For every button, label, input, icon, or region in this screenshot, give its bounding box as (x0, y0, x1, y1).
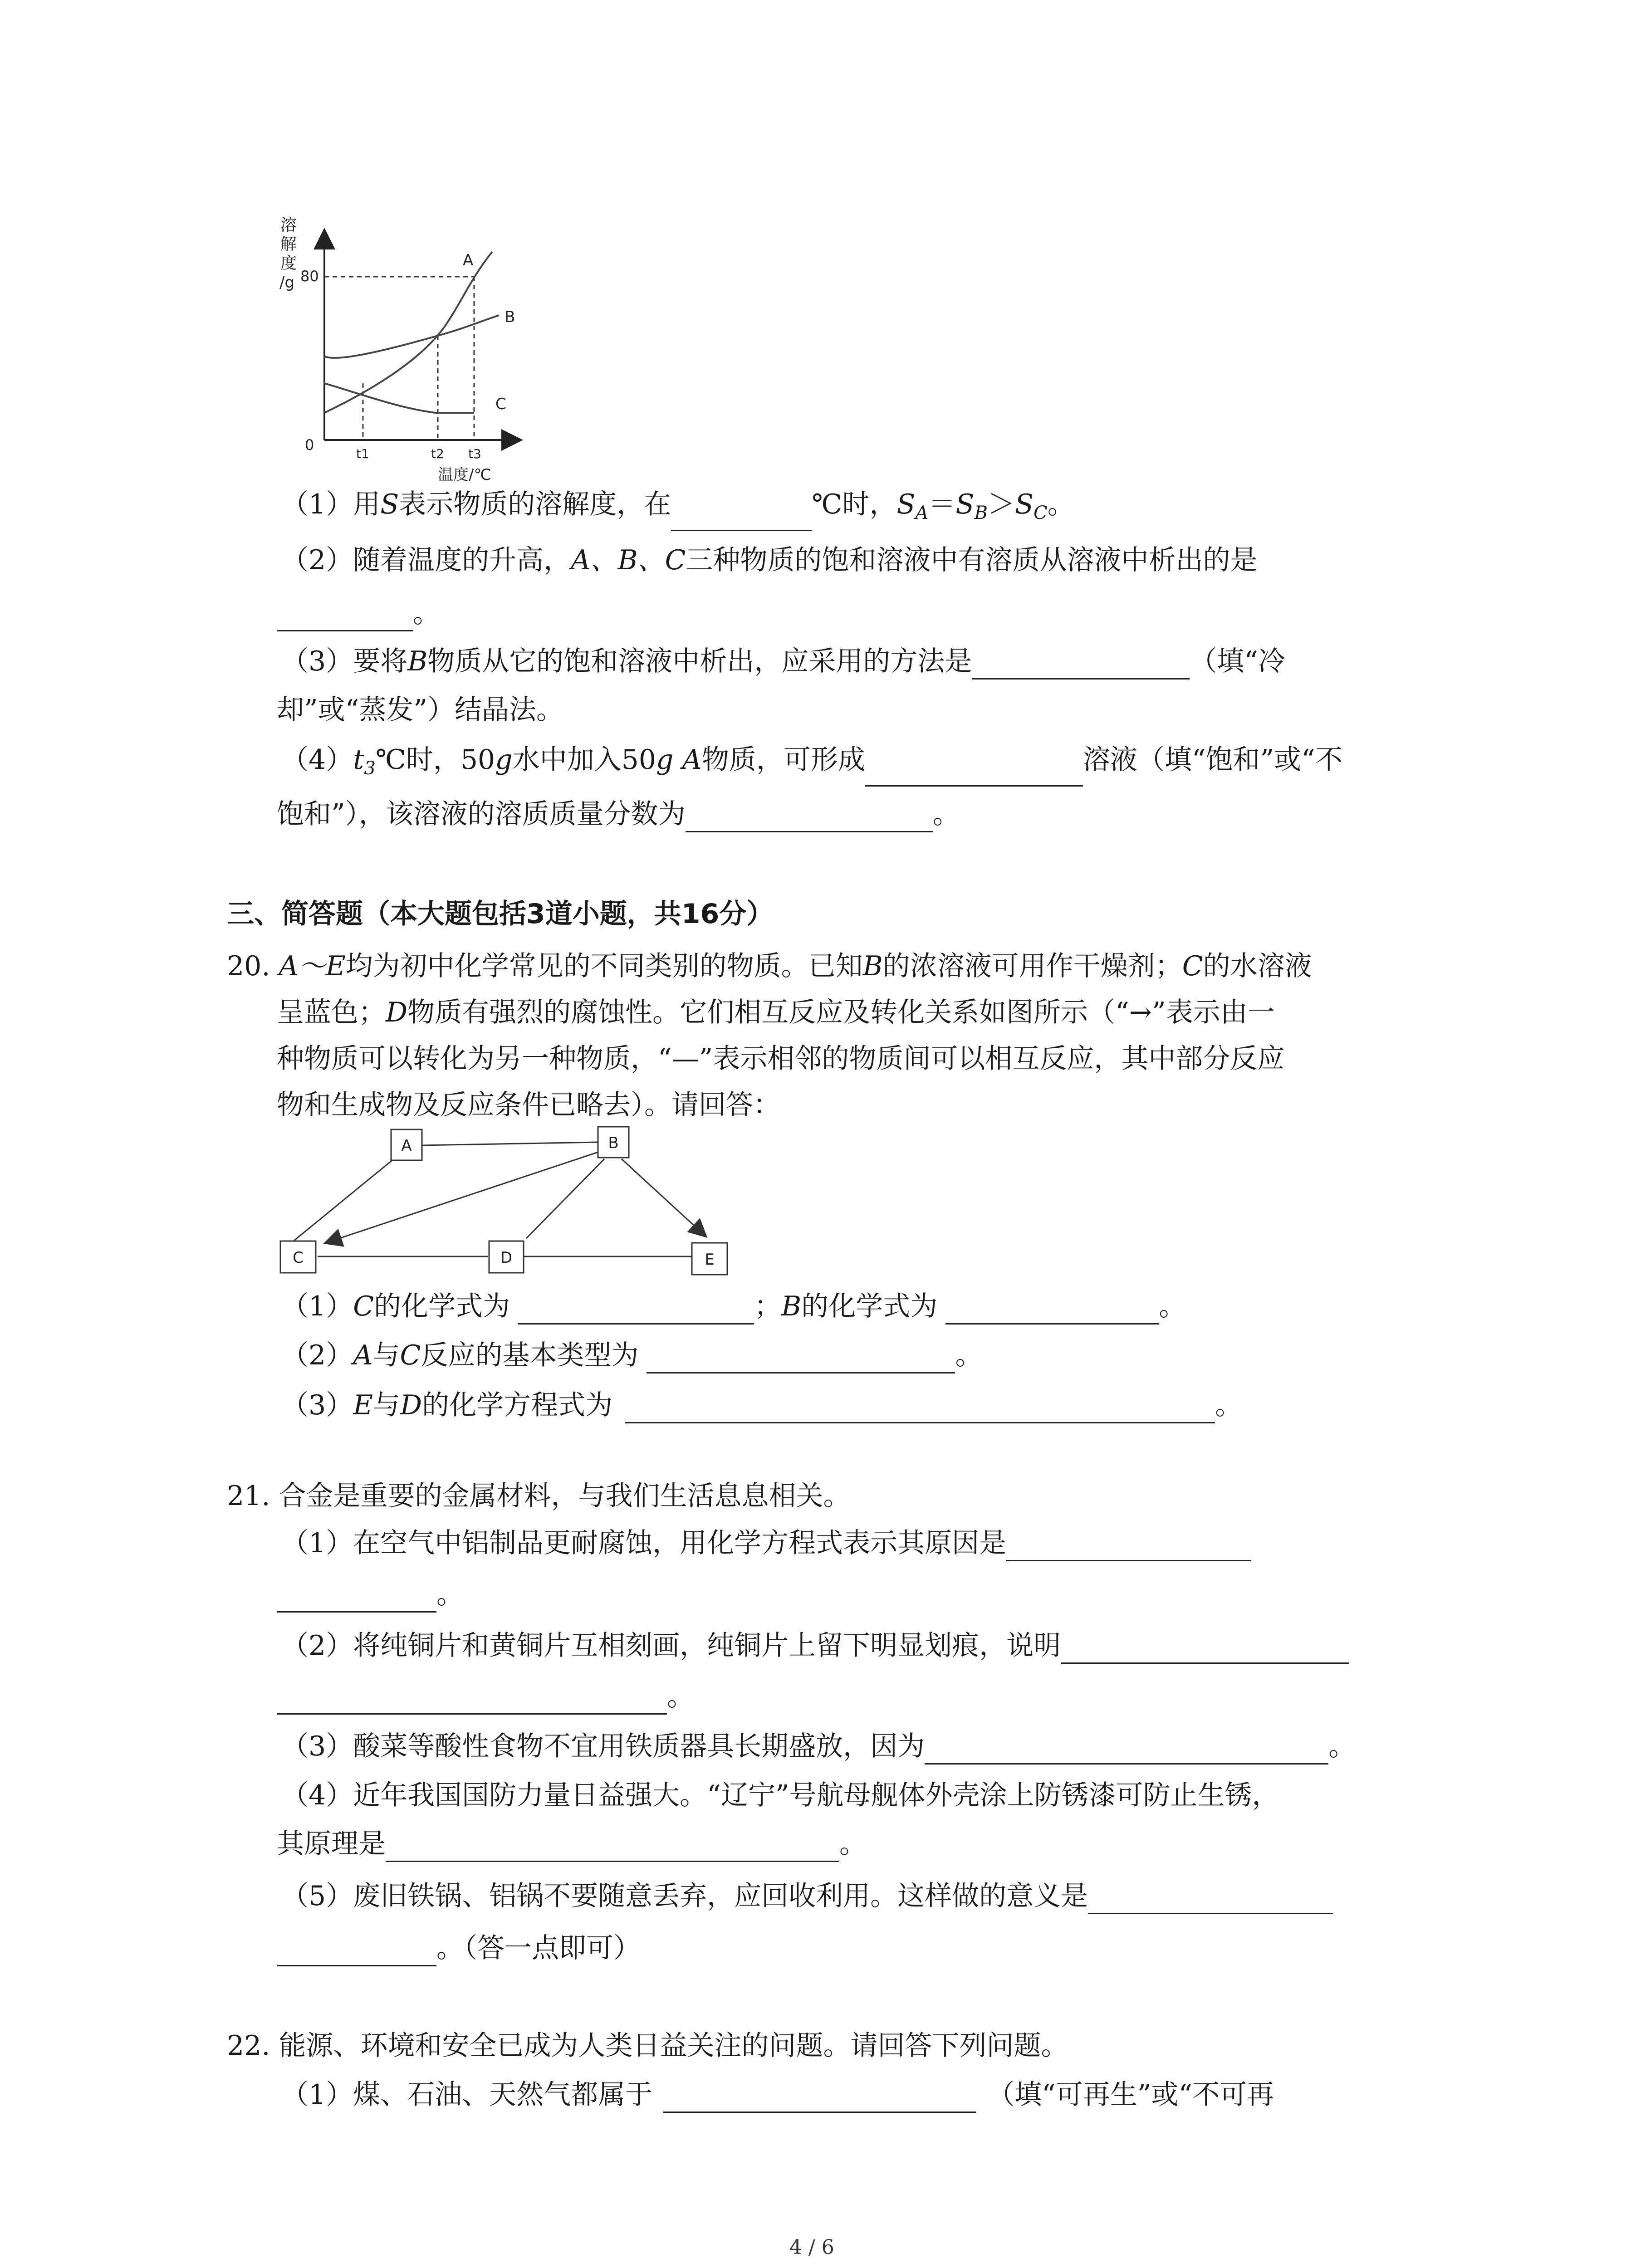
q19-part2: （2）随着温度的升高，A、B、C三种物质的饱和溶液中有溶质从溶液中析出的是 (281, 544, 1258, 576)
curve-A (324, 252, 492, 413)
answer-blank[interactable] (686, 802, 933, 832)
answer-blank[interactable] (647, 1343, 955, 1374)
page-number: 4 / 6 (789, 2236, 834, 2259)
answer-blank[interactable] (925, 1734, 1328, 1765)
answer-blank[interactable] (1088, 1884, 1333, 1914)
q21-part4-cont: 其原理是 。 (277, 1826, 867, 1862)
edge-B-to-C (326, 1152, 598, 1243)
edge-A-B (422, 1142, 598, 1145)
node-B: B (608, 1134, 619, 1152)
q21-stem: 21. 合金是重要的金属材料，与我们生活息息相关。 (227, 1480, 851, 1512)
answer-blank[interactable] (1061, 1633, 1349, 1664)
q21-part2: （2）将纯铜片和黄铜片互相刻画，纯铜片上留下明显划痕，说明 (281, 1628, 1349, 1664)
graph-ylabel-1: 溶 (280, 216, 297, 235)
q21-part1-cont: 。 (277, 1576, 464, 1613)
q20-stem-4: 物和生成物及反应条件已略去）。请回答： (277, 1089, 780, 1121)
answer-blank[interactable] (945, 1294, 1159, 1325)
q20-stem-3: 种物质可以转化为另一种物质，“—”表示相邻的物质间可以相互反应，其中部分反应 (277, 1043, 1285, 1075)
answer-blank[interactable] (277, 1582, 436, 1613)
answer-blank[interactable] (865, 756, 1083, 787)
q21-part2-cont: 。 (277, 1678, 694, 1715)
curve-C (324, 383, 474, 413)
edge-A-C (294, 1159, 394, 1241)
q21-part5-cont: 。（答一点即可） (277, 1930, 641, 1966)
node-D: D (500, 1249, 513, 1267)
q20-stem-2: 呈蓝色；D物质有强烈的腐蚀性。它们相互反应及转化关系如图所示（“→”表示由一 (277, 997, 1275, 1028)
q22-part1: （1）煤、石油、天然气都属于 （填“可再生”或“不可再 (281, 2077, 1274, 2113)
solubility-graph (272, 213, 526, 494)
q21-part1: （1）在空气中铝制品更耐腐蚀，用化学方程式表示其原因是 (281, 1525, 1251, 1561)
curve-label-B: B (505, 308, 515, 326)
node-C: C (293, 1249, 304, 1267)
answer-blank[interactable] (277, 601, 413, 631)
graph-xlabel: 温度/℃ (438, 466, 491, 484)
curve-label-A: A (463, 251, 474, 269)
relation-diagram (272, 1125, 744, 1279)
edge-B-to-E (622, 1159, 705, 1236)
graph-origin: 0 (305, 436, 314, 454)
q21-part4: （4）近年我国国防力量日益强大。“辽宁”号航母舰体外壳涂上防锈漆可防止生锈， (281, 1779, 1279, 1811)
q19-part3: （3）要将B物质从它的饱和溶液中析出，应采用的方法是 （填“冷 (281, 643, 1285, 679)
curve-B (324, 315, 499, 358)
q19-part4: $(4)t_3℃$时，50g水中加入50g A物质，可形成 溶液（填“饱和”或“不 (281, 742, 1342, 787)
section3-heading: 三、简答题（本大题包括3道小题，共16分） (227, 898, 774, 930)
graph-ylabel-4: /g (279, 274, 295, 292)
answer-blank[interactable] (663, 2082, 976, 2113)
node-E: E (705, 1251, 715, 1269)
graph-ylabel-2: 解 (280, 235, 297, 254)
answer-blank[interactable] (625, 1393, 1215, 1423)
q20-part3: （3）E与D的化学方程式为 。 (281, 1387, 1242, 1423)
q20-part2: （2）A与C反应的基本类型为 。 (281, 1337, 982, 1374)
edge-B-D (526, 1159, 604, 1238)
x-tick-t3: t3 (468, 446, 481, 461)
q21-part3: （3）酸菜等酸性食物不宜用铁质器具长期盛放，因为 。 (281, 1728, 1356, 1765)
q22-stem: 22. 能源、环境和安全已成为人类日益关注的问题。请回答下列问题。 (227, 2030, 1068, 2062)
x-tick-t2: t2 (431, 446, 444, 461)
answer-blank[interactable] (671, 501, 812, 531)
curve-label-C: C (495, 395, 506, 413)
q19-part1: （1）用S表示物质的溶解度，在 ℃时，$S_A=S_B>S_C$。 (281, 486, 1075, 531)
node-A: A (401, 1137, 412, 1155)
q20-stem-1: 20. A～E均为初中化学常见的不同类别的物质。已知B的浓溶液可用作干燥剂；C的水溶液 (227, 950, 1312, 982)
answer-blank[interactable] (277, 1936, 436, 1966)
answer-blank[interactable] (1006, 1531, 1251, 1561)
q19-part3-cont: 却”或“蒸发”）结晶法。 (277, 694, 564, 726)
q19-part4-cont: 饱和”），该溶液的溶质质量分数为 。 (277, 796, 960, 832)
graph-ylabel-3: 度 (280, 254, 297, 273)
graph-y-tick-80: 80 (300, 268, 319, 285)
answer-blank[interactable] (972, 649, 1190, 679)
q19-part2-cont: 。 (277, 595, 440, 631)
q21-part5: （5）废旧铁锅、铝锅不要随意丢弃，应回收利用。这样做的意义是 (281, 1878, 1333, 1914)
answer-blank[interactable] (518, 1294, 754, 1325)
answer-blank[interactable] (386, 1832, 839, 1862)
x-tick-t1: t1 (356, 446, 369, 461)
q20-part1: （1）C的化学式为 ；B的化学式为 。 (281, 1288, 1186, 1325)
answer-blank[interactable] (277, 1684, 667, 1715)
